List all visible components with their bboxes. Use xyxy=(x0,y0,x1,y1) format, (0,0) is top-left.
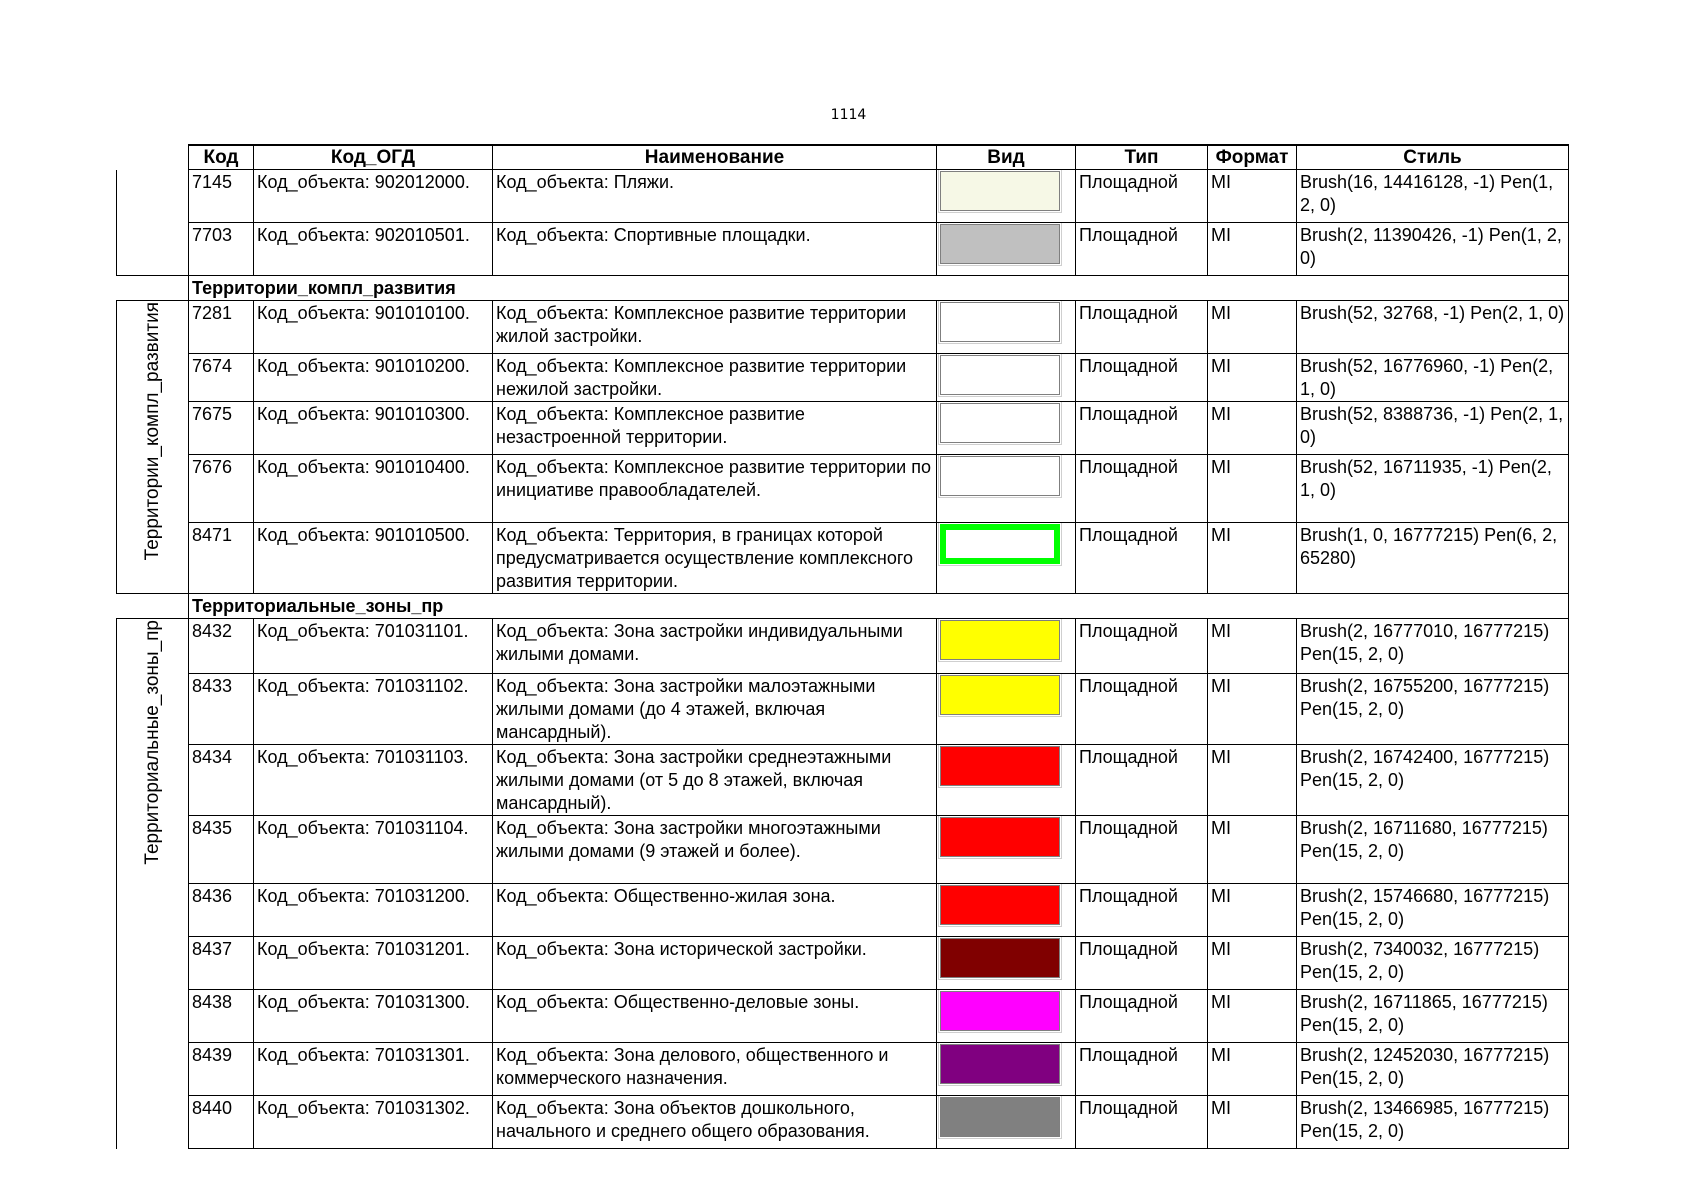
style-swatch xyxy=(940,1097,1060,1137)
view-cell xyxy=(937,354,1076,402)
type-cell: Площадной xyxy=(1076,1043,1208,1096)
ogd-code-cell: Код_объекта: 701031102. xyxy=(254,674,493,745)
header-type: Тип xyxy=(1076,145,1208,170)
style-cell: Brush(52, 16711935, -1) Pen(2, 1, 0) xyxy=(1297,455,1569,523)
name-cell: Код_объекта: Общественно-деловые зоны. xyxy=(493,990,937,1043)
style-swatch xyxy=(940,746,1060,786)
code-cell: 8471 xyxy=(189,523,254,594)
style-swatch xyxy=(940,938,1060,978)
header-format: Формат xyxy=(1208,145,1297,170)
type-cell: Площадной xyxy=(1076,884,1208,937)
type-cell: Площадной xyxy=(1076,674,1208,745)
view-cell xyxy=(937,816,1076,884)
view-cell xyxy=(937,619,1076,674)
code-cell: 7281 xyxy=(189,301,254,354)
table-body xyxy=(117,170,1569,1149)
table-row xyxy=(117,354,1569,402)
style-cell: Brush(1, 0, 16777215) Pen(6, 2, 65280) xyxy=(1297,523,1569,594)
table-row xyxy=(117,884,1569,937)
style-cell: Brush(2, 12452030, 16777215) Pen(15, 2, 0) xyxy=(1297,1043,1569,1096)
ogd-code-cell: Код_объекта: 701031104. xyxy=(254,816,493,884)
style-swatch xyxy=(940,620,1060,660)
name-cell: Код_объекта: Пляжи. xyxy=(493,170,937,223)
name-cell: Код_объекта: Комплексное развитие территории по инициативе правообладателей. xyxy=(493,455,937,523)
section-row xyxy=(117,594,1569,619)
table-row xyxy=(117,223,1569,276)
code-cell: 8434 xyxy=(189,745,254,816)
code-cell: 8432 xyxy=(189,619,254,674)
name-cell: Код_объекта: Комплексное развитие территории жилой застройки. xyxy=(493,301,937,354)
view-cell xyxy=(937,170,1076,223)
format-cell: MI xyxy=(1208,402,1297,455)
table-row xyxy=(117,745,1569,816)
code-cell: 8435 xyxy=(189,816,254,884)
style-cell: Brush(52, 32768, -1) Pen(2, 1, 0) xyxy=(1297,301,1569,354)
table-row xyxy=(117,1043,1569,1096)
type-cell: Площадной xyxy=(1076,619,1208,674)
format-cell: MI xyxy=(1208,1096,1297,1149)
name-cell: Код_объекта: Территория, в границах которой предусматривается осуществление комплексного развития территории. xyxy=(493,523,937,594)
group-side-label-cell xyxy=(117,170,189,276)
view-cell xyxy=(937,523,1076,594)
style-cell: Brush(2, 11390426, -1) Pen(1, 2, 0) xyxy=(1297,223,1569,276)
ogd-code-cell: Код_объекта: 901010400. xyxy=(254,455,493,523)
type-cell: Площадной xyxy=(1076,1096,1208,1149)
ogd-code-cell: Код_объекта: 701031302. xyxy=(254,1096,493,1149)
format-cell: MI xyxy=(1208,884,1297,937)
style-cell: Brush(2, 15746680, 16777215) Pen(15, 2, 0) xyxy=(1297,884,1569,937)
format-cell: MI xyxy=(1208,170,1297,223)
type-cell: Площадной xyxy=(1076,523,1208,594)
type-cell: Площадной xyxy=(1076,223,1208,276)
name-cell: Код_объекта: Комплексное развитие территории нежилой застройки. xyxy=(493,354,937,402)
type-cell: Площадной xyxy=(1076,745,1208,816)
format-cell: MI xyxy=(1208,354,1297,402)
table-row xyxy=(117,674,1569,745)
style-swatch xyxy=(940,885,1060,925)
type-cell: Площадной xyxy=(1076,816,1208,884)
section-title: Территории_компл_развития xyxy=(189,276,1569,301)
code-cell: 7145 xyxy=(189,170,254,223)
name-cell: Код_объекта: Общественно-жилая зона. xyxy=(493,884,937,937)
code-cell: 8440 xyxy=(189,1096,254,1149)
code-cell: 7676 xyxy=(189,455,254,523)
table-row xyxy=(117,937,1569,990)
view-cell xyxy=(937,223,1076,276)
table-row xyxy=(117,619,1569,674)
style-swatch xyxy=(940,675,1060,715)
page-number: 1114 xyxy=(830,107,867,123)
view-cell xyxy=(937,674,1076,745)
table-row xyxy=(117,523,1569,594)
name-cell: Код_объекта: Зона застройки среднеэтажными жилыми домами (от 5 до 8 этажей, включая мансардный). xyxy=(493,745,937,816)
name-cell: Код_объекта: Зона делового, общественного и коммерческого назначения. xyxy=(493,1043,937,1096)
style-cell: Brush(16, 14416128, -1) Pen(1, 2, 0) xyxy=(1297,170,1569,223)
ogd-code-cell: Код_объекта: 902012000. xyxy=(254,170,493,223)
header-view: Вид xyxy=(937,145,1076,170)
ogd-code-cell: Код_объекта: 701031103. xyxy=(254,745,493,816)
style-swatch xyxy=(940,817,1060,857)
style-cell: Brush(52, 8388736, -1) Pen(2, 1, 0) xyxy=(1297,402,1569,455)
group-side-label: Территории_компл_развития xyxy=(142,302,163,561)
group-side-label-cell xyxy=(117,301,189,594)
view-cell xyxy=(937,301,1076,354)
format-cell: MI xyxy=(1208,455,1297,523)
format-cell: MI xyxy=(1208,674,1297,745)
section-title: Территориальные_зоны_пр xyxy=(189,594,1569,619)
code-cell: 8439 xyxy=(189,1043,254,1096)
table-row xyxy=(117,455,1569,523)
name-cell: Код_объекта: Спортивные площадки. xyxy=(493,223,937,276)
format-cell: MI xyxy=(1208,937,1297,990)
group-side-label-cell xyxy=(117,619,189,1149)
format-cell: MI xyxy=(1208,816,1297,884)
code-cell: 7674 xyxy=(189,354,254,402)
code-cell: 7703 xyxy=(189,223,254,276)
view-cell xyxy=(937,402,1076,455)
type-cell: Площадной xyxy=(1076,455,1208,523)
style-cell: Brush(2, 13466985, 16777215) Pen(15, 2, 0) xyxy=(1297,1096,1569,1149)
type-cell: Площадной xyxy=(1076,937,1208,990)
style-cell: Brush(2, 16711865, 16777215) Pen(15, 2, 0) xyxy=(1297,990,1569,1043)
view-cell xyxy=(937,745,1076,816)
section-row xyxy=(117,276,1569,301)
view-cell xyxy=(937,884,1076,937)
format-cell: MI xyxy=(1208,223,1297,276)
section-spacer xyxy=(117,276,189,301)
style-cell: Brush(2, 16742400, 16777215) Pen(15, 2, 0) xyxy=(1297,745,1569,816)
name-cell: Код_объекта: Зона застройки многоэтажными жилыми домами (9 этажей и более). xyxy=(493,816,937,884)
table-row xyxy=(117,402,1569,455)
type-cell: Площадной xyxy=(1076,354,1208,402)
style-swatch xyxy=(940,1044,1060,1084)
type-cell: Площадной xyxy=(1076,170,1208,223)
format-cell: MI xyxy=(1208,523,1297,594)
view-cell xyxy=(937,990,1076,1043)
ogd-code-cell: Код_объекта: 701031200. xyxy=(254,884,493,937)
header-style: Стиль xyxy=(1297,145,1569,170)
code-cell: 8433 xyxy=(189,674,254,745)
table-row xyxy=(117,170,1569,223)
code-cell: 8438 xyxy=(189,990,254,1043)
format-cell: MI xyxy=(1208,1043,1297,1096)
code-cell: 8437 xyxy=(189,937,254,990)
table-row xyxy=(117,816,1569,884)
table-row xyxy=(117,1096,1569,1149)
name-cell: Код_объекта: Зона объектов дошкольного, начального и среднего общего образования. xyxy=(493,1096,937,1149)
ogd-code-cell: Код_объекта: 901010300. xyxy=(254,402,493,455)
style-swatch xyxy=(940,403,1060,443)
view-cell xyxy=(937,455,1076,523)
type-cell: Площадной xyxy=(1076,990,1208,1043)
header-name: Наименование xyxy=(493,145,937,170)
style-swatch xyxy=(940,171,1060,211)
name-cell: Код_объекта: Зона застройки малоэтажными жилыми домами (до 4 этажей, включая мансардный). xyxy=(493,674,937,745)
style-swatch xyxy=(940,456,1060,496)
style-swatch xyxy=(940,355,1060,395)
name-cell: Код_объекта: Зона застройки индивидуальными жилыми домами. xyxy=(493,619,937,674)
type-cell: Площадной xyxy=(1076,301,1208,354)
ogd-code-cell: Код_объекта: 901010500. xyxy=(254,523,493,594)
view-cell xyxy=(937,937,1076,990)
section-spacer xyxy=(117,594,189,619)
header-spacer xyxy=(117,145,189,170)
style-swatch xyxy=(940,524,1060,564)
header-ogd: Код_ОГД xyxy=(254,145,493,170)
ogd-code-cell: Код_объекта: 901010100. xyxy=(254,301,493,354)
style-cell: Brush(2, 16777010, 16777215) Pen(15, 2, 0) xyxy=(1297,619,1569,674)
style-swatch xyxy=(940,302,1060,342)
ogd-code-cell: Код_объекта: 901010200. xyxy=(254,354,493,402)
ogd-code-cell: Код_объекта: 902010501. xyxy=(254,223,493,276)
ogd-code-cell: Код_объекта: 701031300. xyxy=(254,990,493,1043)
legend-table xyxy=(116,144,1569,1149)
ogd-code-cell: Код_объекта: 701031101. xyxy=(254,619,493,674)
view-cell xyxy=(937,1043,1076,1096)
style-cell: Brush(2, 16711680, 16777215) Pen(15, 2, 0) xyxy=(1297,816,1569,884)
table-row xyxy=(117,990,1569,1043)
style-cell: Brush(52, 16776960, -1) Pen(2, 1, 0) xyxy=(1297,354,1569,402)
style-cell: Brush(2, 7340032, 16777215) Pen(15, 2, 0) xyxy=(1297,937,1569,990)
header-code: Код xyxy=(189,145,254,170)
code-cell: 8436 xyxy=(189,884,254,937)
code-cell: 7675 xyxy=(189,402,254,455)
name-cell: Код_объекта: Комплексное развитие незастроенной территории. xyxy=(493,402,937,455)
format-cell: MI xyxy=(1208,301,1297,354)
ogd-code-cell: Код_объекта: 701031201. xyxy=(254,937,493,990)
type-cell: Площадной xyxy=(1076,402,1208,455)
format-cell: MI xyxy=(1208,990,1297,1043)
style-cell: Brush(2, 16755200, 16777215) Pen(15, 2, 0) xyxy=(1297,674,1569,745)
view-cell xyxy=(937,1096,1076,1149)
table-header xyxy=(117,145,1569,170)
style-swatch xyxy=(940,224,1060,264)
table-row xyxy=(117,301,1569,354)
group-side-label: Территориальные_зоны_пр xyxy=(142,620,163,865)
format-cell: MI xyxy=(1208,745,1297,816)
format-cell: MI xyxy=(1208,619,1297,674)
name-cell: Код_объекта: Зона исторической застройки. xyxy=(493,937,937,990)
style-swatch xyxy=(940,991,1060,1031)
ogd-code-cell: Код_объекта: 701031301. xyxy=(254,1043,493,1096)
